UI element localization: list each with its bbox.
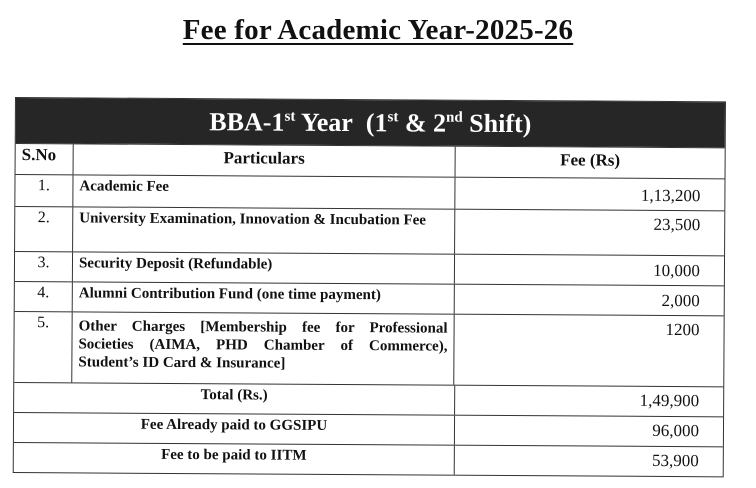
column-header-particulars: Particulars <box>74 144 456 176</box>
fee-table <box>13 97 726 477</box>
row-sno: 2. <box>15 207 73 251</box>
row-particular: University Examination, Innovation & Incubation Fee <box>73 207 455 253</box>
table-banner <box>16 98 725 147</box>
total-row <box>14 382 723 416</box>
table-header-row <box>16 143 725 178</box>
balance-row <box>14 442 723 476</box>
row-particular: Alumni Contribution Fund (one time payment) <box>73 282 455 313</box>
banner-shift-sup2: nd <box>446 109 463 126</box>
banner-year-word: Year <box>300 107 353 138</box>
banner-year-sup: st <box>284 108 296 125</box>
table-row <box>15 281 724 315</box>
banner-shift-close: Shift) <box>469 108 532 139</box>
table-row <box>15 206 724 255</box>
row-particular: Academic Fee <box>73 175 455 208</box>
row-fee: 1200 <box>665 319 700 340</box>
page-title: Fee for Academic Year-2025-26 <box>182 14 574 46</box>
row-particular: Security Deposit (Refundable) <box>73 252 455 283</box>
row-fee: 23,500 <box>653 214 701 235</box>
table-row <box>14 311 723 386</box>
row-sno: 1. <box>15 175 73 206</box>
banner-shift-open: (1 <box>365 108 388 138</box>
row-sno: 4. <box>15 282 73 311</box>
row-particular: Other Charges [Membership fee for Professional Societies (AIMA, PHD Chamber of Commerce), Student’s ID Card & Insurance] <box>72 312 454 384</box>
total-label: Total (Rs.) <box>14 383 455 415</box>
banner-shift-sup1: st <box>387 109 399 126</box>
column-header-fee: Fee (Rs) <box>560 150 621 170</box>
row-sno: 3. <box>15 252 73 281</box>
banner-shift-mid: & 2 <box>404 108 447 138</box>
row-fee: 10,000 <box>653 260 701 281</box>
row-sno: 5. <box>14 312 72 382</box>
row-fee: 1,13,200 <box>640 185 701 206</box>
paid-row <box>14 412 723 446</box>
table-row <box>15 174 724 210</box>
balance-label: Fee to be paid to IITM <box>14 443 455 475</box>
total-value: 1,49,900 <box>639 390 700 411</box>
paid-value: 96,000 <box>652 420 700 441</box>
paid-label: Fee Already paid to GGSIPU <box>14 413 455 445</box>
balance-value: 53,900 <box>651 450 699 471</box>
banner-program: BBA-1 <box>209 107 285 137</box>
row-fee: 2,000 <box>661 290 700 311</box>
column-header-sno: S.No <box>16 144 74 174</box>
table-row <box>15 251 724 285</box>
